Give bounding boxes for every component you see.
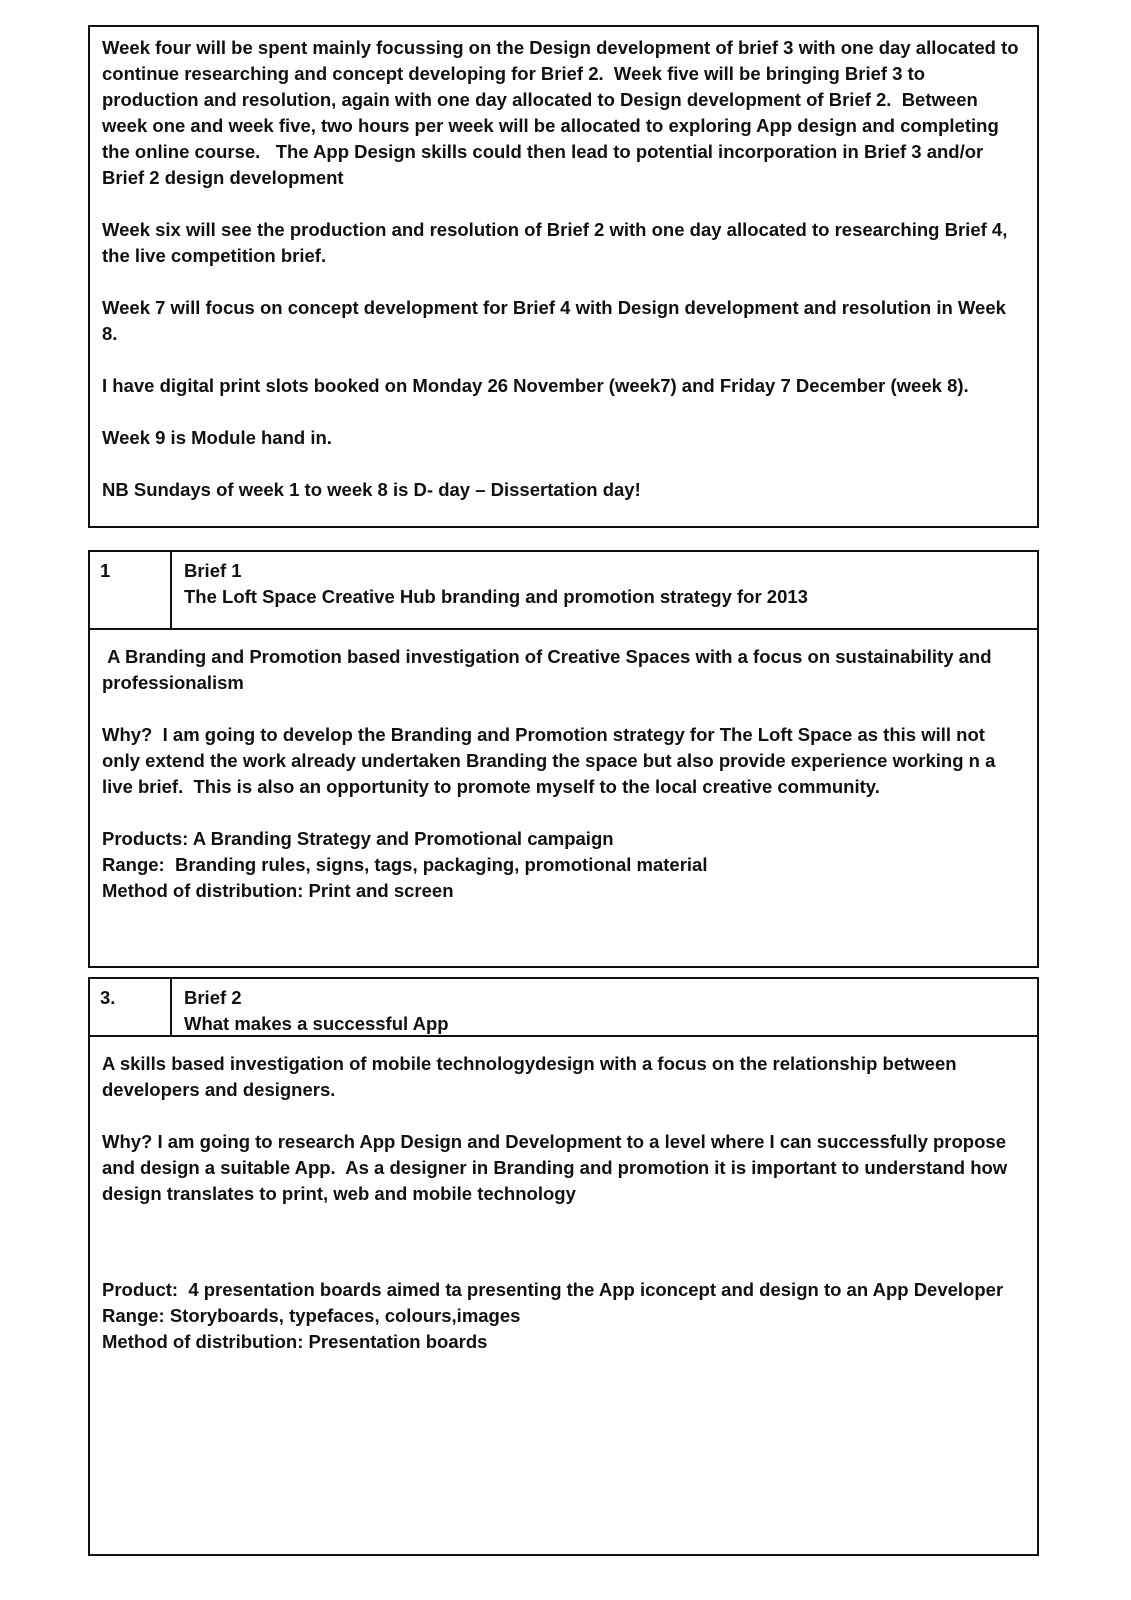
- brief2-header-row: [90, 979, 1037, 1037]
- brief2-distribution-line: Method of distribution: Presentation boards: [102, 1331, 488, 1352]
- brief1-distribution-line: Method of distribution: Print and screen: [102, 880, 454, 901]
- brief1-range-line: Range: Branding rules, signs, tags, packaging, promotional material: [102, 854, 708, 875]
- brief2-details: [102, 1277, 1023, 1355]
- brief2-subtitle: What makes a successful App: [184, 1013, 449, 1034]
- brief2-title: Brief 2: [184, 987, 242, 1008]
- brief2-product-line: Product: 4 presentation boards aimed ta presenting the App iconcept and design to an App Developer: [102, 1279, 1004, 1300]
- brief1-paragraph: A Branding and Promotion based investigation of Creative Spaces with a focus on sustainability and professionalism: [102, 646, 997, 693]
- brief2-title-cell: [172, 979, 1037, 1035]
- brief1-table: [88, 550, 1039, 968]
- brief1-title: Brief 1: [184, 560, 242, 581]
- brief1-header-row: [90, 552, 1037, 630]
- brief2-body: [90, 1037, 1037, 1369]
- brief2-paragraph: Why? I am going to research App Design and Development to a level where I can successfully propose and design a suitable App. As a designer in Branding and promotion it is important to understand how design translates to print, web and mobile technology: [102, 1131, 1013, 1204]
- brief2-range-line: Range: Storyboards, typefaces, colours,images: [102, 1305, 521, 1326]
- brief1-subtitle: The Loft Space Creative Hub branding and promotion strategy for 2013: [184, 586, 808, 607]
- brief1-products-line: Products: A Branding Strategy and Promotional campaign: [102, 828, 614, 849]
- schedule-paragraph: I have digital print slots booked on Monday 26 November (week7) and Friday 7 December (week 8).: [102, 375, 969, 396]
- brief1-paragraph: Why? I am going to develop the Branding and Promotion strategy for The Loft Space as this will not only extend the work already undertaken Branding the space but also provide experience working n a live brief. This is also an opportunity to promote myself to the local creative community.: [102, 724, 1001, 797]
- schedule-section: [88, 25, 1039, 528]
- brief2-number-cell: 3.: [90, 979, 172, 1035]
- schedule-paragraph: Week 7 will focus on concept development for Brief 4 with Design development and resolution in Week 8.: [102, 297, 1012, 344]
- brief1-title-cell: [172, 552, 1037, 628]
- schedule-paragraph: Week 9 is Module hand in.: [102, 427, 332, 448]
- schedule-paragraph: Week four will be spent mainly focussing on the Design development of brief 3 with one day allocated to continue researching and concept developing for Brief 2. Week five will be bringing Brief 3 to production and resolution, again with one day allocated to Design development of Brief 2. Between week one and week five, two hours per week will be allocated to exploring App design and completing the online course. The App Design skills could then lead to potential incorporation in Brief 3 and/or Brief 2 design development: [102, 37, 1024, 188]
- brief1-body: [90, 630, 1037, 918]
- brief1-details: [102, 826, 1023, 904]
- schedule-note-paragraph: NB Sundays of week 1 to week 8 is D- day – Dissertation day!: [102, 479, 641, 500]
- brief1-number-cell: 1: [90, 552, 172, 628]
- schedule-paragraph: Week six will see the production and resolution of Brief 2 with one day allocated to researching Brief 4, the live competition brief.: [102, 219, 1013, 266]
- brief2-table: [88, 977, 1039, 1556]
- brief2-paragraph: A skills based investigation of mobile technologydesign with a focus on the relationship between developers and designers.: [102, 1053, 962, 1100]
